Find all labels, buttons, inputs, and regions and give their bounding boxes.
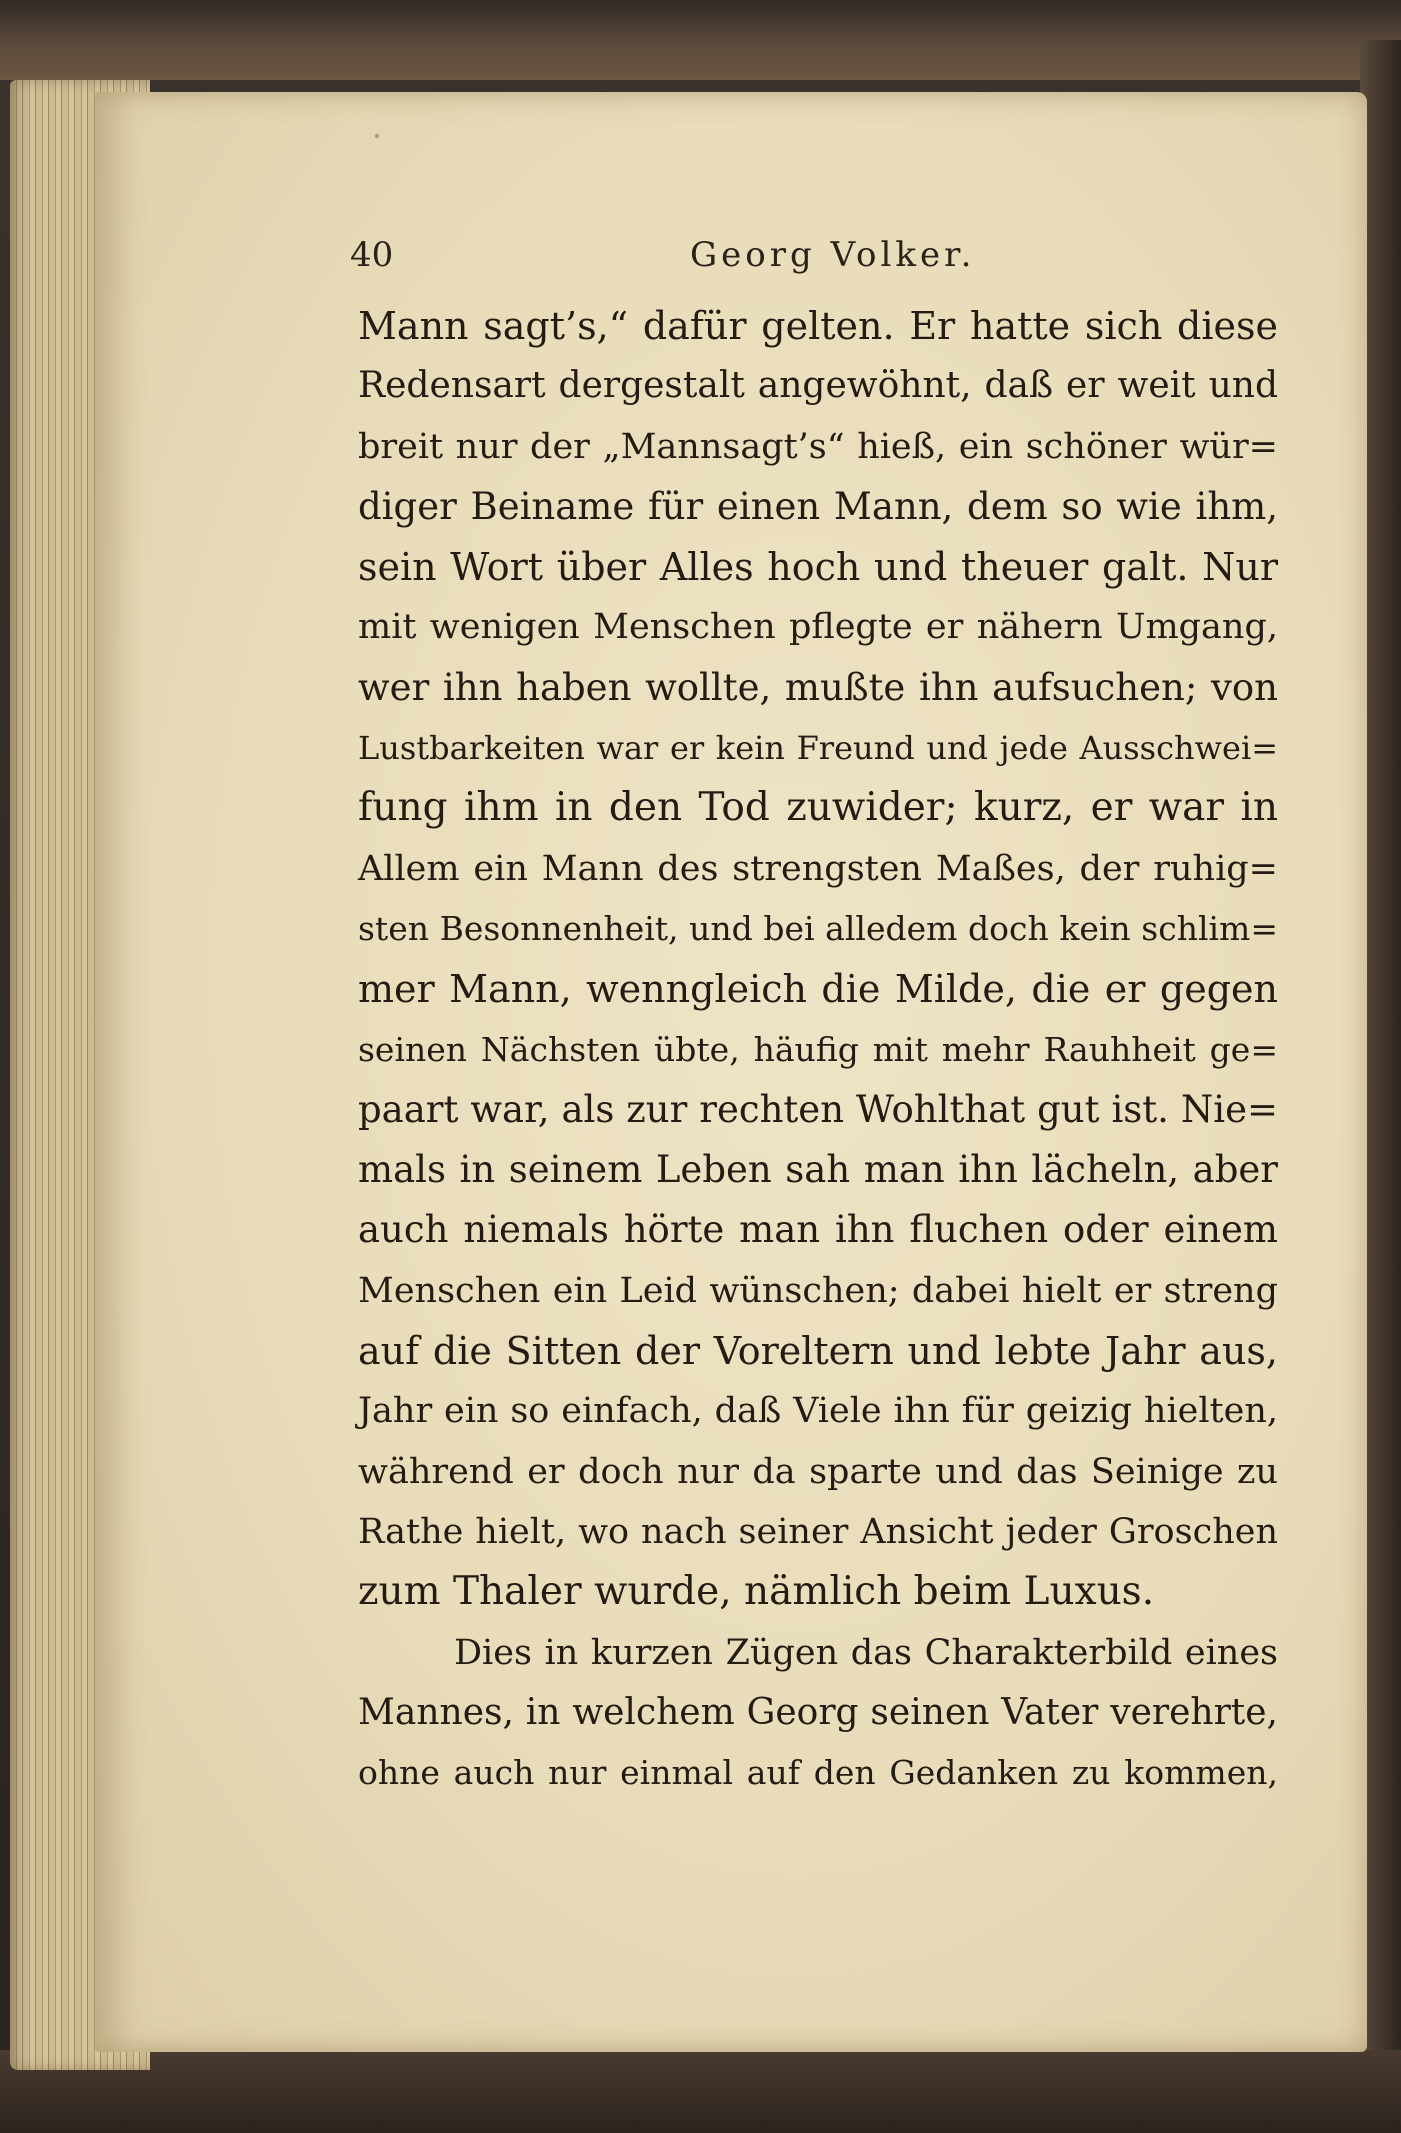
text-line: Jahr ein so einfach, daß Viele ihn für geizig hielten, <box>358 1391 1278 1432</box>
body-text <box>358 296 1278 1803</box>
text-line: Allem ein Mann des strengsten Maßes, der ruhig= <box>358 848 1278 889</box>
text-line: ohne auch nur einmal auf den Gedanken zu kommen, <box>358 1753 1278 1793</box>
text-line: mit wenigen Menschen pflegte er nähern Umgang, <box>358 607 1278 648</box>
text-line: Mannes, in welchem Georg seinen Vater verehrte, <box>358 1691 1278 1733</box>
text-line: mals in seinem Leben sah man ihn lächeln, aber <box>358 1148 1278 1192</box>
text-line: sein Wort über Alles hoch und theuer galt. Nur <box>358 545 1278 590</box>
page-header <box>350 225 1300 285</box>
book-cover-top-edge <box>0 0 1401 80</box>
book-cover-bottom-edge <box>0 2050 1401 2133</box>
text-line: zum Thaler wurde, nämlich beim Luxus. <box>358 1569 1155 1615</box>
text-line: Menschen ein Leid wünschen; dabei hielt er streng <box>358 1270 1278 1311</box>
text-line: fung ihm in den Tod zuwider; kurz, er war in <box>358 785 1278 831</box>
text-line: auf die Sitten der Voreltern und lebte Jahr aus, <box>358 1329 1278 1374</box>
text-line-paragraph-start: Dies in kurzen Zügen das Charakterbild eines <box>454 1632 1278 1673</box>
text-line: Lustbarkeiten war er kein Freund und jede Ausschwei= <box>358 729 1278 768</box>
text-line: seinen Nächsten übte, häufig mit mehr Rauhheit ge= <box>358 1029 1278 1069</box>
paper-speck <box>375 134 379 138</box>
text-line: während er doch nur da sparte und das Seinige zu <box>358 1451 1278 1492</box>
text-line: sten Besonnenheit, und bei alledem doch kein schlim= <box>358 908 1278 948</box>
text-line: Rathe hielt, wo nach seiner Ansicht jeder Groschen <box>358 1511 1278 1552</box>
text-line: paart war, als zur rechten Wohlthat gut ist. Nie= <box>358 1087 1278 1131</box>
text-line: Mann sagt’s,“ dafür gelten. Er hatte sich diese <box>358 304 1278 348</box>
text-line: breit nur der „Mannsagt’s“ hieß, ein schöner wür= <box>358 426 1278 467</box>
text-line: auch niemals hörte man ihn fluchen oder einem <box>358 1208 1278 1252</box>
text-line: mer Mann, wenngleich die Milde, die er gegen <box>358 967 1278 1012</box>
running-head: Georg Volker. <box>690 235 976 275</box>
text-line: Redensart dergestalt angewöhnt, daß er weit und <box>358 365 1278 407</box>
text-line: diger Beiname für einen Mann, dem so wie ihm, <box>358 484 1278 528</box>
page-number: 40 <box>350 235 394 275</box>
text-line: wer ihn haben wollte, mußte ihn aufsuchen; von <box>358 665 1278 709</box>
